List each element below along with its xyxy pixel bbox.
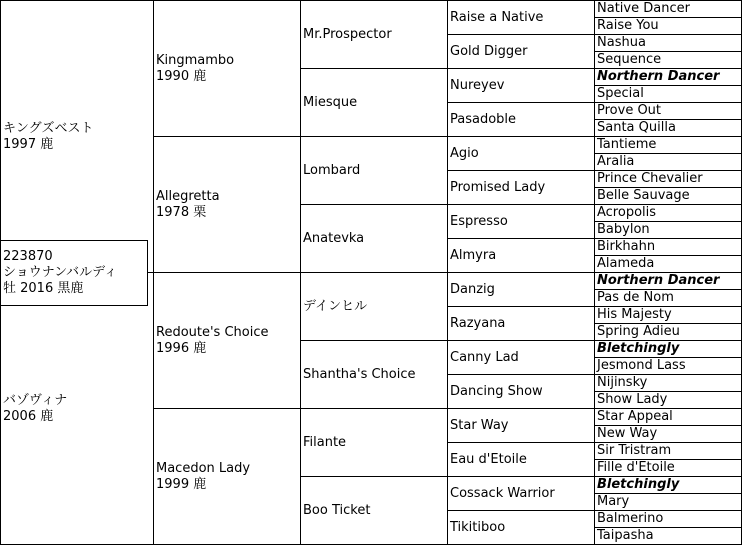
gen5-cell bbox=[594, 204, 742, 222]
gen5-cell bbox=[594, 51, 742, 69]
gen5-cell bbox=[594, 272, 742, 290]
gen5-name: Birkhahn bbox=[597, 239, 656, 254]
gen5-name: Northern Dancer bbox=[597, 69, 720, 84]
gen5-name: Spring Adieu bbox=[597, 324, 680, 339]
gen5-name: Native Dancer bbox=[597, 1, 690, 16]
gen5-name: Acropolis bbox=[597, 205, 657, 220]
gen4-cell bbox=[447, 204, 595, 239]
gen5-cell bbox=[594, 374, 742, 392]
gen5-cell bbox=[594, 323, 742, 341]
gen5-cell bbox=[594, 459, 742, 477]
gen4-cell bbox=[447, 408, 595, 443]
gen5-cell bbox=[594, 119, 742, 137]
gen4-cell bbox=[447, 374, 595, 409]
gen4-name: Canny Lad bbox=[450, 349, 519, 365]
gen5-cell bbox=[594, 68, 742, 86]
gen5-name: Show Lady bbox=[597, 392, 668, 407]
gen4-name: Razyana bbox=[450, 315, 506, 331]
gen5-cell bbox=[594, 425, 742, 443]
gen2-details: 1999 鹿 bbox=[156, 476, 207, 492]
gen4-name: Gold Digger bbox=[450, 43, 528, 59]
gen3-name: Lombard bbox=[303, 162, 361, 178]
gen4-name: Almyra bbox=[450, 247, 497, 263]
gen5-name: Balmerino bbox=[597, 511, 664, 526]
gen4-name: Espresso bbox=[450, 213, 508, 229]
sire-cell bbox=[0, 0, 154, 273]
gen5-name: Babylon bbox=[597, 222, 650, 237]
gen5-cell bbox=[594, 153, 742, 171]
gen4-name: Cossack Warrior bbox=[450, 485, 555, 501]
gen4-cell bbox=[447, 510, 595, 545]
gen5-name: Bletchingly bbox=[597, 341, 680, 356]
gen4-cell bbox=[447, 442, 595, 477]
gen4-name: Raise a Native bbox=[450, 9, 544, 25]
gen4-name: Pasadoble bbox=[450, 111, 517, 127]
gen5-name: Mary bbox=[597, 494, 630, 509]
gen4-name: Nureyev bbox=[450, 77, 505, 93]
gen5-name: Belle Sauvage bbox=[597, 188, 690, 203]
gen5-cell bbox=[594, 102, 742, 120]
gen5-cell bbox=[594, 493, 742, 511]
subject-id: 223870 bbox=[3, 249, 53, 264]
gen3-cell bbox=[300, 340, 448, 409]
gen3-cell bbox=[300, 204, 448, 273]
gen5-cell bbox=[594, 17, 742, 35]
gen5-cell bbox=[594, 85, 742, 103]
gen3-name: Anatevka bbox=[303, 230, 365, 246]
gen5-cell bbox=[594, 289, 742, 307]
gen4-cell bbox=[447, 340, 595, 375]
gen4-cell bbox=[447, 238, 595, 273]
gen4-name: Star Way bbox=[450, 417, 509, 433]
dam-details: 2006 鹿 bbox=[3, 408, 54, 424]
gen2-details: 1996 鹿 bbox=[156, 340, 207, 356]
gen5-name: Sir Tristram bbox=[597, 443, 672, 458]
gen2-name: Macedon Lady bbox=[156, 460, 251, 476]
gen2-cell bbox=[153, 0, 301, 137]
gen5-cell bbox=[594, 527, 742, 545]
gen3-cell bbox=[300, 408, 448, 477]
gen5-name: Prove Out bbox=[597, 103, 662, 118]
gen4-name: Danzig bbox=[450, 281, 495, 297]
gen5-name: Fille d'Etoile bbox=[597, 460, 675, 475]
gen3-name: Miesque bbox=[303, 94, 358, 110]
gen5-cell bbox=[594, 34, 742, 52]
gen4-name: Agio bbox=[450, 145, 479, 161]
gen5-cell bbox=[594, 221, 742, 239]
gen5-name: Nashua bbox=[597, 35, 646, 50]
gen5-cell bbox=[594, 391, 742, 409]
sire-name: キングズベスト bbox=[3, 120, 94, 136]
dam-cell bbox=[0, 272, 154, 545]
gen2-details: 1978 栗 bbox=[156, 204, 207, 220]
gen5-cell bbox=[594, 0, 742, 18]
gen5-name: Tantieme bbox=[597, 137, 657, 152]
gen5-name: Bletchingly bbox=[597, 477, 680, 492]
gen5-cell bbox=[594, 170, 742, 188]
gen4-cell bbox=[447, 136, 595, 171]
subject-name: ショウナンバルディ bbox=[3, 265, 118, 280]
gen4-name: Promised Lady bbox=[450, 179, 546, 195]
gen4-cell bbox=[447, 306, 595, 341]
gen5-cell bbox=[594, 238, 742, 256]
gen3-cell bbox=[300, 68, 448, 137]
gen4-cell bbox=[447, 68, 595, 103]
gen5-cell bbox=[594, 510, 742, 528]
gen5-name: His Majesty bbox=[597, 307, 672, 322]
gen4-name: Eau d'Etoile bbox=[450, 451, 527, 467]
gen5-name: Raise You bbox=[597, 18, 659, 33]
subject-details: 牡 2016 黒鹿 bbox=[3, 281, 84, 296]
gen4-name: Dancing Show bbox=[450, 383, 543, 399]
gen3-cell bbox=[300, 476, 448, 545]
subject-cell bbox=[0, 240, 148, 306]
gen5-name: Taipasha bbox=[597, 528, 654, 543]
gen4-name: Tikitiboo bbox=[450, 519, 506, 535]
gen5-name: Northern Dancer bbox=[597, 273, 720, 288]
gen5-cell bbox=[594, 357, 742, 375]
sire-details: 1997 鹿 bbox=[3, 136, 54, 152]
gen5-cell bbox=[594, 340, 742, 358]
gen4-cell bbox=[447, 0, 595, 35]
gen5-cell bbox=[594, 306, 742, 324]
gen5-name: Star Appeal bbox=[597, 409, 673, 424]
gen2-name: Allegretta bbox=[156, 188, 220, 204]
gen2-details: 1990 鹿 bbox=[156, 68, 207, 84]
gen5-name: Aralia bbox=[597, 154, 635, 169]
gen5-name: Jesmond Lass bbox=[597, 358, 686, 373]
gen2-name: Kingmambo bbox=[156, 52, 235, 68]
gen5-name: Pas de Nom bbox=[597, 290, 674, 305]
gen3-name: Boo Ticket bbox=[303, 502, 371, 518]
gen3-name: Shantha's Choice bbox=[303, 366, 416, 382]
gen5-cell bbox=[594, 408, 742, 426]
gen2-cell bbox=[153, 408, 301, 545]
gen5-name: Special bbox=[597, 86, 644, 101]
gen3-cell bbox=[300, 272, 448, 341]
gen3-name: Filante bbox=[303, 434, 347, 450]
gen3-name: デインヒル bbox=[303, 298, 368, 314]
gen2-name: Redoute's Choice bbox=[156, 324, 269, 340]
gen4-cell bbox=[447, 272, 595, 307]
gen5-name: Nijinsky bbox=[597, 375, 648, 390]
gen3-cell bbox=[300, 0, 448, 69]
gen5-cell bbox=[594, 136, 742, 154]
gen2-cell bbox=[153, 136, 301, 273]
gen5-name: Alameda bbox=[597, 256, 655, 271]
gen2-cell bbox=[153, 272, 301, 409]
gen4-cell bbox=[447, 34, 595, 69]
gen4-cell bbox=[447, 102, 595, 137]
gen5-name: Prince Chevalier bbox=[597, 171, 703, 186]
gen5-name: Santa Quilla bbox=[597, 120, 676, 135]
gen5-name: New Way bbox=[597, 426, 658, 441]
gen4-cell bbox=[447, 476, 595, 511]
gen3-cell bbox=[300, 136, 448, 205]
dam-name: バゾヴィナ bbox=[3, 392, 68, 408]
gen5-cell bbox=[594, 476, 742, 494]
gen3-name: Mr.Prospector bbox=[303, 26, 392, 42]
gen5-cell bbox=[594, 187, 742, 205]
gen5-name: Sequence bbox=[597, 52, 662, 67]
gen4-cell bbox=[447, 170, 595, 205]
gen5-cell bbox=[594, 255, 742, 273]
gen5-cell bbox=[594, 442, 742, 460]
